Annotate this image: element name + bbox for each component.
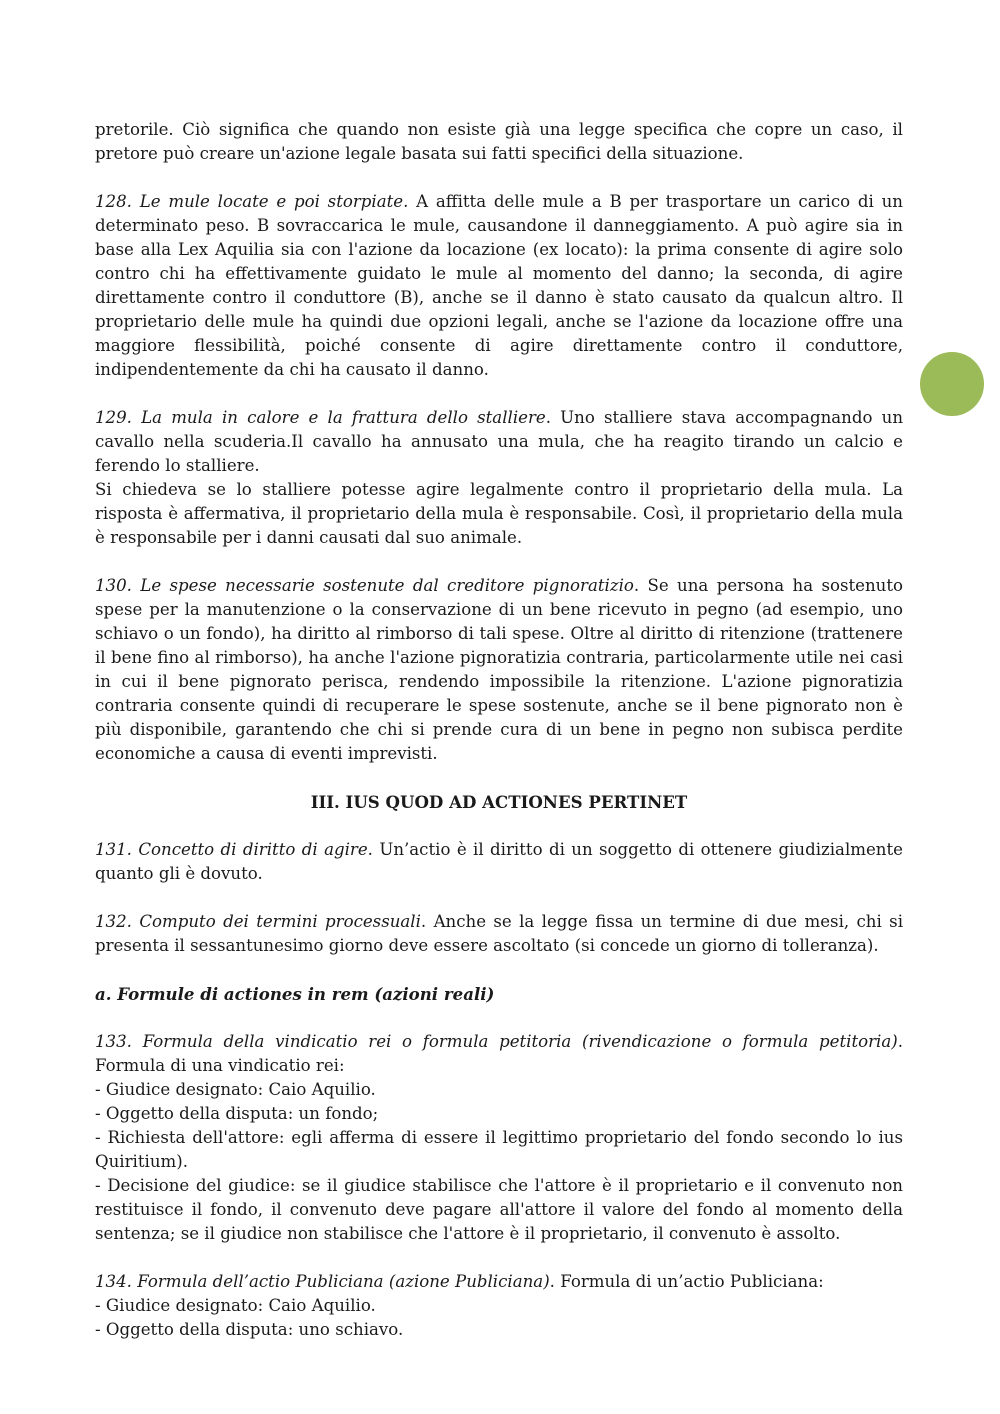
paragraph-131 bbox=[95, 838, 903, 886]
paragraph-130-text: . Se una persona ha sostenuto spese per la manutenzione o la conservazione di un bene ricevuto in pegno (ad esempio, uno schiavo o un fondo), ha diritto al rimborso di tali spese. Oltre al diritto di ritenzione (trattenere il bene fino al rimborso), ha anche l'azione pignoratizia contraria, particolarmente utile nei casi in cui il bene pignorato perisca, rendendo impossibile la ritenzione. L'azione pignoratizia contraria consente quindi di recuperare le spese sostenute, anche se il bene pignorato non è più disponibile, garantendo che chi si prende cura di un bene in pegno non subisca perdite economiche a causa di eventi imprevisti. bbox=[95, 576, 903, 763]
list-item: - Richiesta dell'attore: egli afferma di essere il legittimo proprietario del fondo secondo lo ius Quiritium). bbox=[95, 1128, 903, 1171]
paragraph-133-title: 133. Formula della vindicatio rei o formula petitoria (rivendicazione o formula petitoria) bbox=[95, 1032, 898, 1051]
paragraph-130-title: 130. Le spese necessarie sostenute dal creditore pignoratizio bbox=[95, 576, 634, 595]
paragraph-129-text-1: . Uno stalliere stava accompagnando un cavallo nella scuderia.Il cavallo ha annusato una mula, che ha reagito tirando un calcio e ferendo lo stalliere. bbox=[95, 408, 904, 475]
intro-paragraph bbox=[95, 118, 903, 166]
list-item: - Decisione del giudice: se il giudice stabilisce che l'attore è il proprietario e il convenuto non restituisce il fondo, il convenuto deve pagare all'attore il valore del fondo al momento della sentenza; se il giudice non stabilisce che l'attore è il proprietario, il convenuto è assolto. bbox=[95, 1176, 903, 1243]
paragraph-130 bbox=[95, 574, 903, 766]
paragraph-134-text: . Formula di un’actio Publiciana: bbox=[549, 1272, 824, 1291]
list-item: - Giudice designato: Caio Aquilio. bbox=[95, 1080, 376, 1099]
paragraph-128-title: 128. Le mule locate e poi storpiate. bbox=[95, 192, 409, 211]
paragraph-129-title: 129. La mula in calore e la frattura dello stalliere bbox=[95, 408, 546, 427]
paragraph-129 bbox=[95, 406, 903, 550]
paragraph-133 bbox=[95, 1030, 903, 1246]
list-item: - Oggetto della disputa: uno schiavo. bbox=[95, 1320, 404, 1339]
paragraph-134 bbox=[95, 1270, 903, 1342]
paragraph-132 bbox=[95, 910, 903, 958]
list-item: - Giudice designato: Caio Aquilio. bbox=[95, 1296, 376, 1315]
paragraph-134-title: 134. Formula dell’actio Publiciana (azione Publiciana) bbox=[95, 1272, 550, 1291]
list-item: - Oggetto della disputa: un fondo; bbox=[95, 1104, 379, 1123]
document-page bbox=[95, 118, 903, 1342]
section-heading: III. IUS QUOD AD ACTIONES PERTINET bbox=[310, 792, 688, 812]
paragraph-132-title: 132. Computo dei termini processuali bbox=[95, 912, 421, 931]
green-circle-marker bbox=[920, 352, 984, 416]
paragraph-131-title: 131. Concetto di diritto di agire bbox=[95, 840, 368, 859]
intro-text: pretorile. Ciò significa che quando non esiste già una legge specifica che copre un caso, il pretore può creare un'azione legale basata sui fatti specifici della situazione. bbox=[95, 120, 903, 163]
subheading-a: a. Formule di actiones in rem (azioni reali) bbox=[95, 984, 495, 1004]
paragraph-131-text: . Un’actio è il diritto di un soggetto di ottenere giudizialmente quanto gli è dovuto. bbox=[95, 840, 903, 883]
paragraph-128 bbox=[95, 190, 903, 382]
paragraph-129-text-2: Si chiedeva se lo stalliere potesse agire legalmente contro il proprietario della mula. La risposta è affermativa, il proprietario della mula è responsabile. Così, il proprietario della mula è responsabile per i danni causati dal suo animale. bbox=[95, 480, 903, 547]
paragraph-132-text: . Anche se la legge fissa un termine di due mesi, chi si presenta il sessantunesimo giorno deve essere ascoltato (si concede un giorno di tolleranza). bbox=[95, 912, 903, 955]
paragraph-128-text: A affitta delle mule a B per trasportare un carico di un determinato peso. B sovraccarica le mule, causandone il danneggiamento. A può agire sia in base alla Lex Aquilia sia con l'azione da locazione (ex locato): la prima consente di agire solo contro chi ha effettivamente guidato le mule al momento del danno; la seconda, di agire direttamente contro il conduttore (B), anche se il danno è stato causato da qualcun altro. Il proprietario delle mule ha quindi due opzioni legali, anche se l'azione da locazione offre una maggiore flessibilità, poiché consente di agire direttamente contro il conduttore, indipendentemente da chi ha causato il danno. bbox=[95, 192, 903, 379]
paragraph-133-text: . Formula di una vindicatio rei: bbox=[95, 1032, 903, 1075]
